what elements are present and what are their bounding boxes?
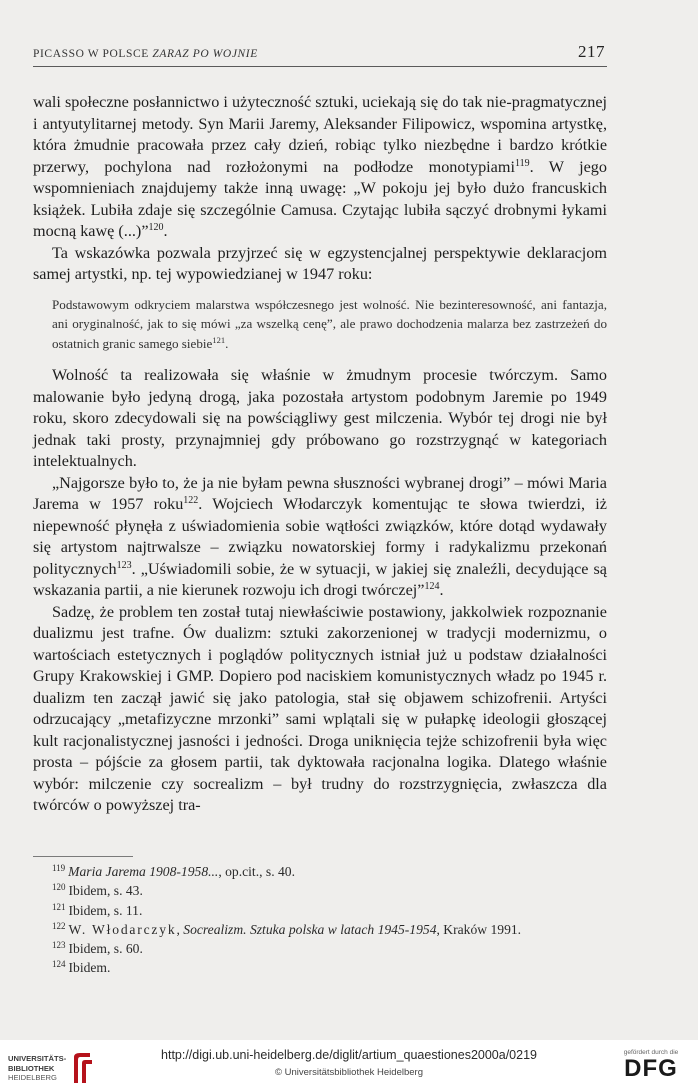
- footnotes: [52, 862, 612, 978]
- main-text: [33, 92, 607, 817]
- footnote-ref-119: 119: [514, 157, 530, 169]
- footnote-123: $^{123}$ Ibidem, s. 60.: [52, 940, 143, 957]
- footnote-ref-124: 124: [424, 581, 440, 592]
- library-logo[interactable]: UNIVERSITÄTS- BIBLIOTHEK HEIDELBERG: [8, 1051, 100, 1085]
- running-title: PICASSO W POLSCE ZARAZ PO WOJNIE: [33, 48, 258, 60]
- footnote-ref-120: 120: [148, 222, 164, 233]
- page-number: 217: [578, 42, 605, 61]
- library-emblem-icon: [70, 1051, 94, 1085]
- paragraph-5: Sadzę, że problem ten został tutaj niewłaściwie postawiony, jakkolwiek rozpoznanie dualizmu jest trafne. Ów dualizm: sztuki zakorzenionej w tradycji modernizmu, o wartościach estetycznych i poglądów politycznych istniał już u podstaw działalności Grupy Krakowskiej i GMP. Dopiero pod naciskiem komunistycznych władz po 1945 r. dualizm ten zaczął jawić się jako patologia, stał się objawem schizofrenii. Artyści odrzucający „metafizyczne mrzonki” sami wplątali się w pułapkę ideologii głoszącej kult racjonalistycznej jasności i jedności. Droga uniknięcia tejże schizofrenii była więc prosta – pójście za głosem partii, tak dyktowała racjonalna logika. Dlatego właśnie wybór: milczenie czy socrealizm – był trudny do rozstrzygnięcia, zwłaszcza dla twórców o powyższej tra-: [33, 602, 607, 814]
- paragraph-3: Wolność ta realizowała się właśnie w żmudnym procesie twórczym. Samo malowanie było jedyną drogą, jaka pozostała artystom podobnym Jaremie po 1949 roku, skoro zdecydowali się na powściągliwy gest milczenia. Wybór tej drogi nie był jednak taki prosty, przynajmniej gdy próbowano go rozstrzygnąć w kategoriach intelektualnych.: [33, 366, 607, 470]
- footnote-ref-121: 121: [212, 334, 226, 345]
- digitization-footer: [0, 1040, 698, 1092]
- paragraph-2: Ta wskazówka pozwala przyjrzeć się w egzystencjalnej perspektywie deklaracjom samej artystki, np. tej wypowiedzianej w 1947 roku:: [33, 243, 607, 283]
- dfg-logo[interactable]: gefördert durch die DFG: [623, 1049, 679, 1082]
- copyright-notice: © Universitätsbibliothek Heidelberg: [275, 1067, 423, 1078]
- footnote-121: $^{121}$ Ibidem, s. 11.: [52, 901, 143, 918]
- footnote-124: $^{124}$ Ibidem.: [52, 959, 111, 976]
- footnote-120: $^{120}$ Ibidem, s. 43.: [52, 882, 143, 899]
- footnote-ref-122: 122: [183, 495, 199, 506]
- footnote-122: $^{122}$ W. Włodarczyk, Socrealizm. Sztuka polska w latach 1945-1954, Kraków 1991.: [52, 920, 522, 937]
- paragraph-1: wali społeczne posłannictwo i użyteczność sztuki, uciekają się do tak nie-pragmatycznej i antyutylitarnej metody. Syn Marii Jaremy, Aleksander Filipowicz, wspomina artystkę, która żmudnie pracowała przez cały dzień, robiąc tylko niezbędne i bardzo krótkie przerwy, pochylona nad rozłożonymi na podłodze monotypiami$^{119}$. W jego wspomnieniach znajdujemy także inną uwagę: „W pokoju jej było dużo francuskich książek. Lubiła zdaje się szczególnie Camusa. Czytając lubiła sączyć drobnymi łykami mocną kawę (...)”$^{120}$.: [33, 93, 607, 240]
- page-url-link[interactable]: http://digi.ub.uni-heidelberg.de/diglit/artium_quaestiones2000a/0219: [161, 1048, 537, 1062]
- running-head: [33, 44, 607, 67]
- footnote-119: $^{119}$ Maria Jarema 1908-1958..., op.cit., s. 40.: [52, 863, 295, 879]
- block-quote: Podstawowym odkryciem malarstwa współczesnego jest wolność. Nie bezinteresowność, ani fantazja, ani oryginalność, jak to się mówi „za wszelką cenę”, ale prawo dochodzenia malarza bez zastrzeżeń do ostatnich granic samego siebie$^{121}$.: [52, 296, 607, 351]
- footnote-ref-123: 123: [116, 559, 132, 571]
- paragraph-4: „Najgorsze było to, że ja nie byłam pewna słuszności wybranej drogi” – mówi Maria Jarema w 1957 roku$^{122}$. Wojciech Włodarczyk komentując te słowa twierdzi, iż niepewność płynęła z uświadomienia sobie wątłości związków, które dotąd wydawały się artystom najtrwalsze – związku nowatorskiej formy i radykalizmu przekonań politycznych$^{123}$. „Uświadomili sobie, że w sytuacji, w jakiej się znaleźli, decydujące są wskazania partii, a nie kierunek rozwoju ich drogi twórczej”$^{124}$.: [33, 473, 607, 599]
- footnote-divider: [33, 856, 133, 857]
